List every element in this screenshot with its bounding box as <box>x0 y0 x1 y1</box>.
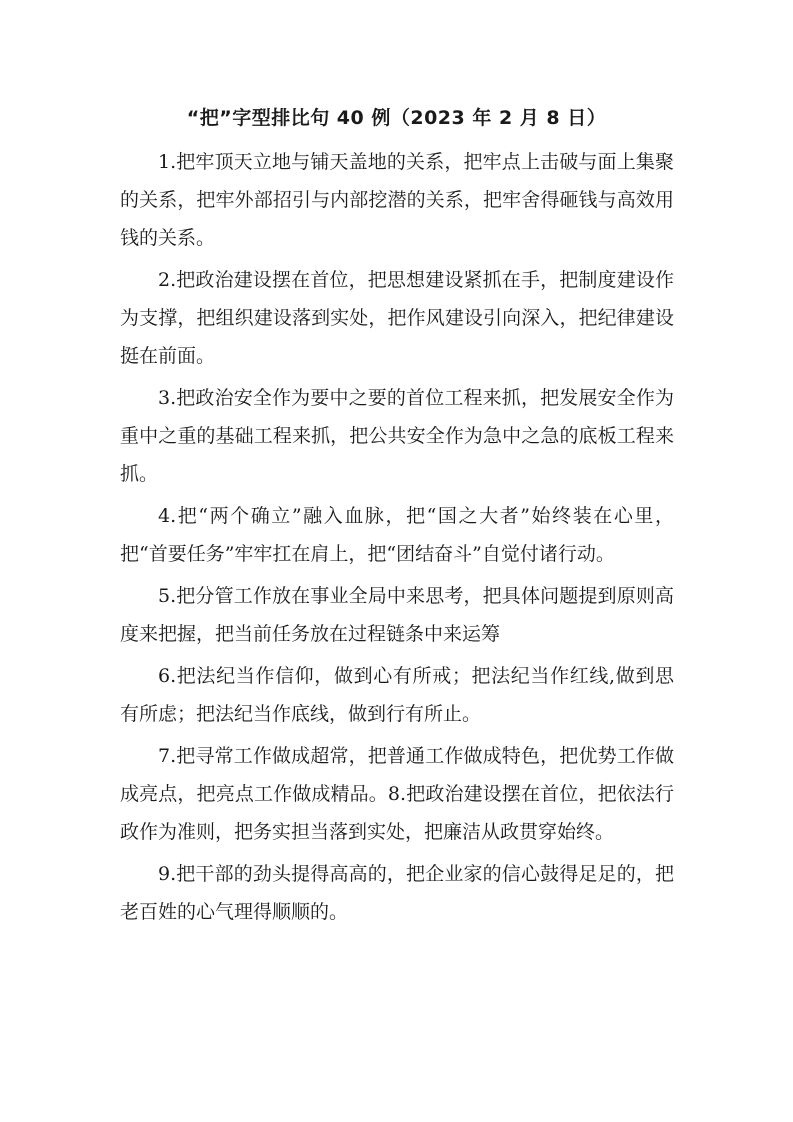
paragraph-2: 2.把政治建设摆在首位，把思想建设紧抓在手，把制度建设作为支撑，把组织建设落到实处，把作风建设引向深入，把纪律建设挺在前面。 <box>120 269 674 367</box>
document-title: “把”字型排比句 40 例（2023 年 2 月 8 日） <box>186 107 607 129</box>
paragraph-4: 4.把“两个确立”融入血脉，把“国之大者”始终装在心里，把“首要任务”牢牢扛在肩上，把“团结奋斗”自觉付诸行动。 <box>120 505 674 565</box>
paragraph-7: 7.把寻常工作做成超常，把普通工作做成特色，把优势工作做成亮点，把亮点工作做成精品。8.把政治建设摆在首位，把依法行政作为准则，把务实担当落到实处，把廉洁从政贯穿始终。 <box>120 745 674 843</box>
paragraph-9: 9.把干部的劲头提得高高的，把企业家的信心鼓得足足的，把老百姓的心气理得顺顺的。 <box>120 863 674 923</box>
document-body <box>120 143 674 931</box>
paragraph-6: 6.把法纪当作信仰，做到心有所戒；把法纪当作红线,做到思有所虑；把法纪当作底线，做到行有所止。 <box>120 665 674 725</box>
paragraph-1: 1.把牢顶天立地与铺天盖地的关系，把牢点上击破与面上集聚的关系，把牢外部招引与内部挖潜的关系，把牢舍得砸钱与高效用钱的关系。 <box>120 151 674 249</box>
paragraph-5: 5.把分管工作放在事业全局中来思考，把具体问题提到原则高度来把握，把当前任务放在过程链条中来运筹 <box>120 585 674 645</box>
paragraph-3: 3.把政治安全作为要中之要的首位工程来抓，把发展安全作为重中之重的基础工程来抓，把公共安全作为急中之急的底板工程来抓。 <box>120 387 674 485</box>
